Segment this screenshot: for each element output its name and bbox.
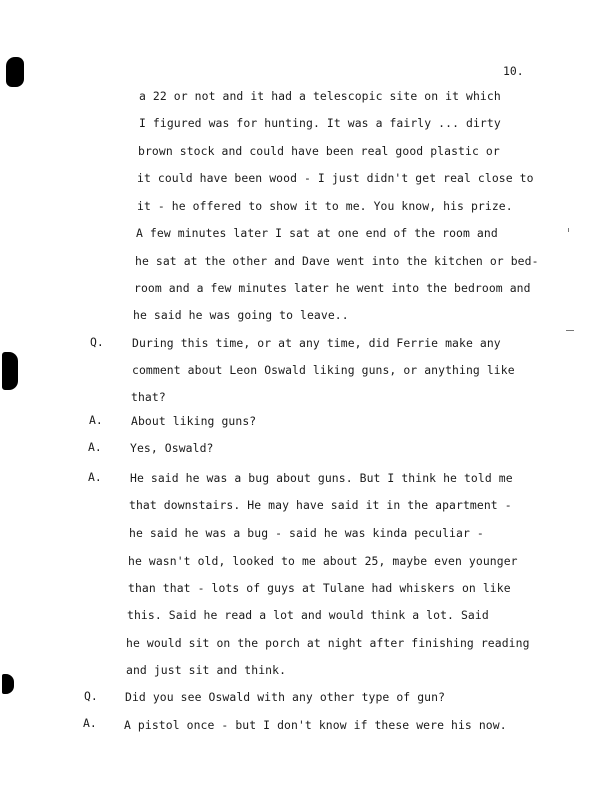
binder-hole-mark-middle [2, 352, 18, 390]
margin-mark [566, 330, 574, 331]
binder-hole-mark-bottom [2, 674, 14, 694]
text-line: room and a few minutes later he went into the bedroom and [134, 281, 531, 295]
text-line: this. Said he read a lot and would think a lot. Said [127, 608, 489, 622]
text-line: He said he was a bug about guns. But I think he told me [130, 471, 513, 485]
text-line: he said he was going to leave.. [133, 308, 349, 322]
question-label: Q. [84, 689, 98, 703]
text-line: it - he offered to show it to me. You know, his prize. [137, 199, 513, 213]
answer-label: A. [83, 716, 97, 730]
text-line: A pistol once - but I don't know if these were his now. [124, 718, 507, 732]
text-line: a 22 or not and it had a telescopic site on it which [139, 89, 501, 103]
text-line: and just sit and think. [126, 663, 287, 677]
text-line: that? [131, 390, 166, 404]
text-line: he wasn't old, looked to me about 25, maybe even younger [128, 554, 518, 568]
text-line: comment about Leon Oswald liking guns, or anything like [132, 363, 515, 377]
page-number: 10. [503, 64, 524, 78]
text-line: A few minutes later I sat at one end of the room and [136, 226, 498, 240]
answer-label: A. [88, 470, 102, 484]
text-line: About liking guns? [131, 414, 257, 428]
text-line: he sat at the other and Dave went into the kitchen or bed- [135, 254, 539, 268]
text-line: Did you see Oswald with any other type of gun? [125, 690, 446, 704]
text-line: he would sit on the porch at night after finishing reading [126, 636, 530, 650]
text-line: that downstairs. He may have said it in the apartment - [129, 498, 512, 512]
text-line: Yes, Oswald? [130, 441, 214, 455]
text-line: During this time, or at any time, did Ferrie make any [132, 336, 501, 350]
question-label: Q. [90, 335, 104, 349]
answer-label: A. [88, 440, 102, 454]
text-line: I figured was for hunting. It was a fairly ... dirty [139, 116, 501, 130]
binder-hole-mark-top [6, 57, 24, 87]
text-line: than that - lots of guys at Tulane had whiskers on like [128, 581, 511, 595]
margin-mark [568, 228, 569, 232]
text-line: he said he was a bug - said he was kinda peculiar - [129, 526, 484, 540]
answer-label: A. [89, 413, 103, 427]
text-line: it could have been wood - I just didn't get real close to [137, 171, 534, 185]
text-line: brown stock and could have been real good plastic or [138, 144, 500, 158]
